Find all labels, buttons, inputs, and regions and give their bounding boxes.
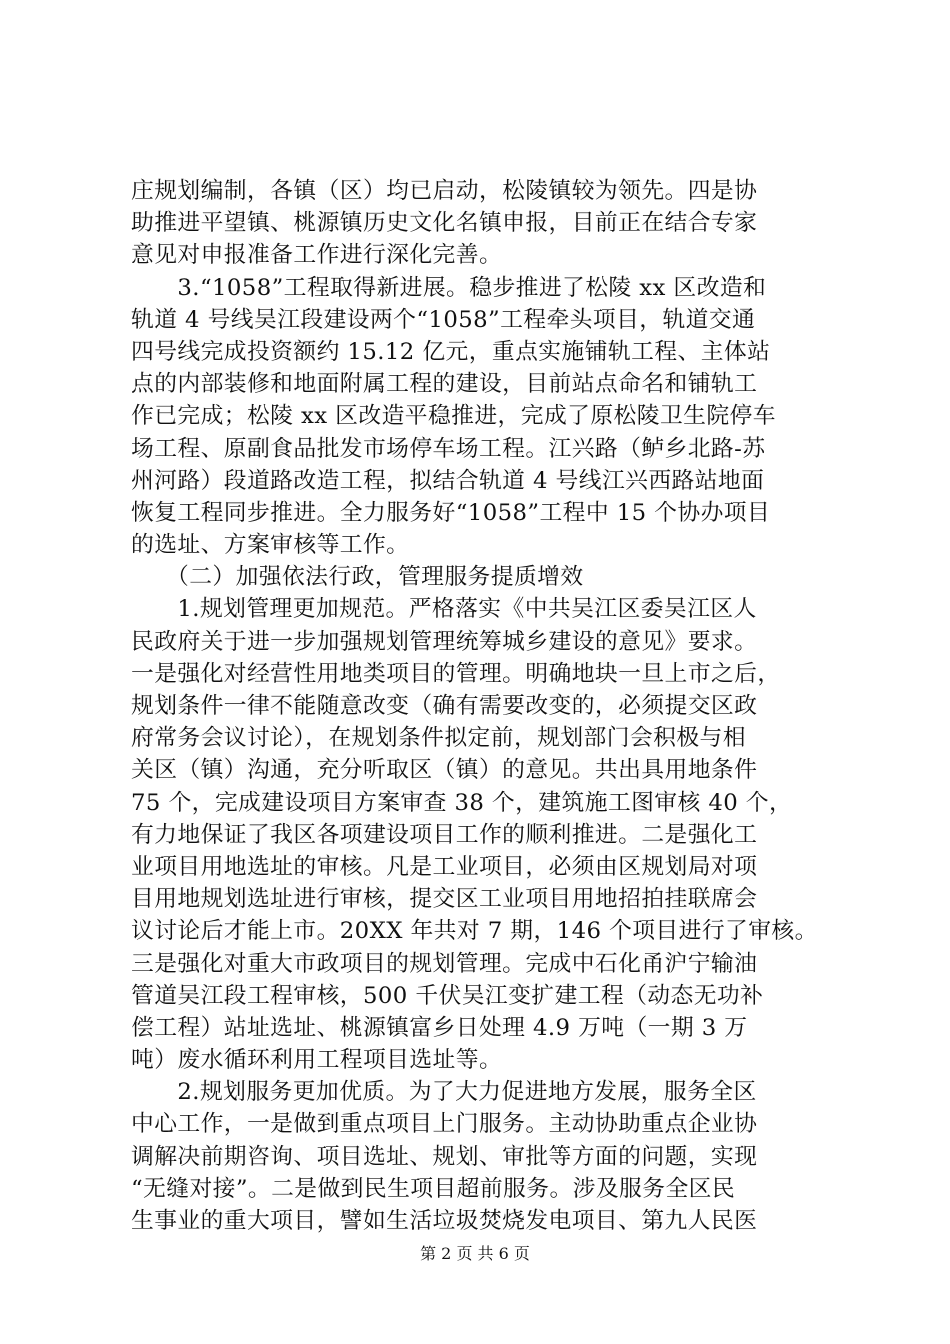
text-line: 2.规划服务更加优质。为了大力促进地方发展，服务全区 — [131, 1079, 757, 1106]
text-line: 轨道 4 号线吴江段建设两个“1058”工程牵头项目，轨道交通 — [131, 306, 756, 333]
text-line: 调解决前期咨询、项目选址、规划、审批等方面的问题，实现 — [131, 1143, 758, 1170]
text-line: 恢复工程同步推进。全力服务好“1058”工程中 15 个协办项目 — [131, 499, 771, 526]
text-line: 庄规划编制，各镇（区）均已启动，松陵镇较为领先。四是协 — [131, 178, 758, 204]
text-line: 民政府关于进一步加强规划管理统筹城乡建设的意见》要求。 — [131, 628, 758, 655]
text-line: “无缝对接”。二是做到民生项目超前服务。涉及服务全区民 — [131, 1175, 736, 1202]
text-line: 1.规划管理更加规范。严格落实《中共吴江区委吴江区人 — [131, 596, 757, 623]
text-line: 规划条件一律不能随意改变（确有需要改变的，必须提交区政 — [131, 693, 758, 719]
text-line: 管道吴江段工程审核，500 千伏吴江变扩建工程（动态无功补 — [131, 982, 764, 1009]
text-line: 作已完成；松陵 xx 区改造平稳推进，完成了原松陵卫生院停车 — [131, 403, 776, 430]
text-line: 关区（镇）沟通，充分听取区（镇）的意见。共出具用地条件 — [131, 757, 758, 784]
text-line: 3.“1058”工程取得新进展。稳步推进了松陵 xx 区改造和 — [131, 274, 767, 301]
document-body — [131, 175, 831, 1237]
text-line: 三是强化对重大市政项目的规划管理。完成中石化甬沪宁输油 — [131, 950, 758, 977]
text-line: 一是强化对经营性用地类项目的管理。明确地块一旦上市之后， — [131, 660, 781, 687]
text-line: 场工程、原副食品批发市场停车场工程。江兴路（鲈乡北路-苏 — [131, 435, 766, 462]
text-line: 点的内部装修和地面附属工程的建设，目前站点命名和铺轨工 — [131, 371, 758, 398]
page-footer: 第 2 页 共 6 页 — [420, 1244, 530, 1263]
text-line: 有力地保证了我区各项建设项目工作的顺利推进。二是强化工 — [131, 821, 758, 848]
text-line: 偿工程）站址选址、桃源镇富乡日处理 4.9 万吨（一期 3 万 — [131, 1014, 748, 1041]
text-line: 府常务会议讨论），在规划条件拟定前，规划部门会积极与相 — [131, 725, 746, 752]
text-line: （二）加强依法行政，管理服务提质增效 — [131, 564, 584, 591]
text-line: 的选址、方案审核等工作。 — [131, 532, 410, 559]
text-line: 州河路）段道路改造工程，拟结合轨道 4 号线江兴西路站地面 — [131, 467, 765, 494]
text-line: 生事业的重大项目，譬如生活垃圾焚烧发电项目、第九人民医 — [131, 1208, 758, 1234]
text-line: 意见对申报准备工作进行深化完善。 — [131, 242, 503, 269]
text-line: 吨）废水循环利用工程项目选址等。 — [131, 1047, 503, 1074]
text-line: 业项目用地选址的审核。凡是工业项目，必须由区规划局对项 — [131, 853, 758, 880]
text-line: 助推进平望镇、桃源镇历史文化名镇申报，目前正在结合专家 — [131, 210, 758, 237]
text-line: 四号线完成投资额约 15.12 亿元，重点实施铺轨工程、主体站 — [131, 338, 771, 365]
text-line: 目用地规划选址进行审核，提交区工业项目用地招拍挂联席会 — [131, 886, 758, 913]
text-line: 75 个，完成建设项目方案审查 38 个，建筑施工图审核 40 个， — [131, 789, 793, 816]
text-line: 议讨论后才能上市。20XX 年共对 7 期，146 个项目进行了审核。 — [131, 918, 818, 945]
text-line: 中心工作，一是做到重点项目上门服务。主动协助重点企业协 — [131, 1111, 758, 1138]
